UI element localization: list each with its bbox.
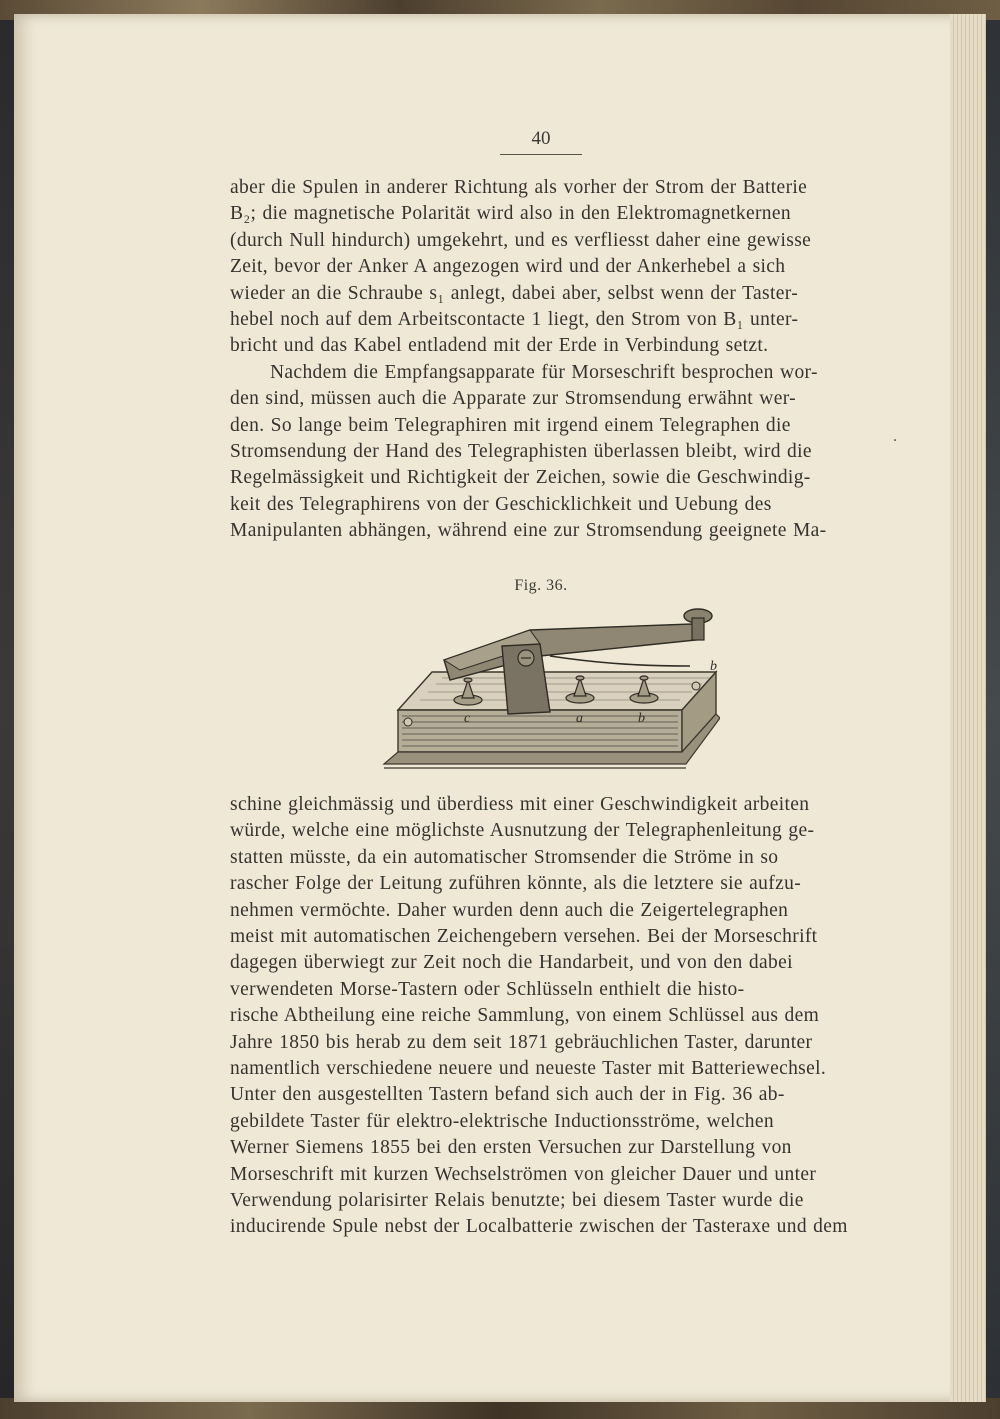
text-line: (durch Null hindurch) umgekehrt, und es verfliesst daher eine gewisse: [230, 229, 812, 251]
text-line: namentlich verschiedene neuere und neueste Taster mit Batteriewechsel.: [230, 1058, 827, 1079]
text-line: hebel noch auf dem Arbeitscontacte 1 liegt, den Strom von B₁ unter-: [230, 309, 799, 330]
book-binding-left: [0, 0, 14, 1419]
margin-speck: .: [893, 428, 897, 445]
text-line: gebildete Taster für elektro-elektrische Inductionsströme, welchen: [230, 1110, 775, 1132]
book-cover-right: [986, 0, 1000, 1419]
text-line: rische Abtheilung eine reiche Sammlung, von einem Schlüssel aus dem: [230, 1005, 820, 1027]
text-line: nehmen vermöchte. Daher wurden denn auch die Zeigertelegraphen: [230, 899, 789, 921]
figure-label-c: c: [464, 711, 471, 726]
header-rule: [500, 154, 582, 155]
text-line: Unter den ausgestellten Tastern befand sich auch der in Fig. 36 ab-: [230, 1084, 785, 1106]
figure-caption: Fig. 36.: [514, 577, 568, 594]
text-line: aber die Spulen in anderer Richtung als vorher der Strom der Batterie: [230, 177, 808, 198]
text-line: Morseschrift mit kurzen Wechselströmen von gleicher Dauer und unter: [230, 1163, 817, 1185]
figure-label-a: a: [576, 711, 583, 726]
text-line: Zeit, bevor der Anker A angezogen wird und der Ankerhebel a sich: [230, 256, 786, 278]
text-line: Werner Siemens 1855 bei den ersten Versuchen zur Darstellung von: [230, 1137, 792, 1159]
telegraph-key-illustration: [380, 600, 720, 776]
page-stack-edge: [950, 14, 986, 1402]
text-line: Jahre 1850 bis herab zu dem seit 1871 gebräuchlichen Taster, darunter: [230, 1031, 813, 1053]
text-line: würde, welche eine möglichste Ausnutzung der Telegraphenleitung ge-: [230, 820, 815, 842]
text-line: statten müsste, da ein automatischer Stromsender die Ströme in so: [230, 846, 779, 868]
figure-label-b-top: b: [710, 659, 717, 674]
text-line: Nachdem die Empfangsapparate für Morseschrift besprochen wor-: [270, 361, 818, 383]
text-line: bricht und das Kabel entladend mit der Erde in Verbindung setzt.: [230, 335, 769, 357]
text-line: dagegen überwiegt zur Zeit noch die Handarbeit, und von den dabei: [230, 952, 793, 974]
text-line: den. So lange beim Telegraphiren mit irgend einem Telegraphen die: [230, 414, 791, 436]
text-line: den sind, müssen auch die Apparate zur Stromsendung erwähnt wer-: [230, 388, 797, 410]
text-line: wieder an die Schraube s₁ anlegt, dabei aber, selbst wenn der Taster-: [230, 282, 799, 304]
text-line: keit des Telegraphirens von der Geschicklichkeit und Uebung des: [230, 493, 772, 515]
text-line: rascher Folge der Leitung zuführen könnte, als die letztere sie aufzu-: [230, 873, 802, 895]
figure-label-b-bottom: b: [638, 711, 645, 726]
text-line: Manipulanten abhängen, während eine zur Stromsendung geeignete Ma-: [230, 520, 827, 542]
text-line: meist mit automatischen Zeichengebern versehen. Bei der Morseschrift: [230, 926, 818, 947]
text-line: B₂; die magnetische Polarität wird also in den Elektromagnetkernen: [230, 203, 791, 225]
text-line: Stromsendung der Hand des Telegraphisten überlassen bleibt, wird die: [230, 441, 812, 462]
page-number: 40: [531, 128, 551, 149]
text-line: schine gleichmässig und überdiess mit einer Geschwindigkeit arbeiten: [230, 794, 810, 815]
text-line: verwendeten Morse-Tastern oder Schlüsseln enthielt die histo-: [230, 978, 745, 1000]
text-line: Verwendung polarisirter Relais benutzte; bei diesem Taster wurde die: [230, 1190, 804, 1211]
text-line: inducirende Spule nebst der Localbatterie zwischen der Tasteraxe und dem: [230, 1216, 848, 1238]
text-line: Regelmässigkeit und Richtigkeit der Zeichen, sowie die Geschwindig-: [230, 467, 811, 489]
